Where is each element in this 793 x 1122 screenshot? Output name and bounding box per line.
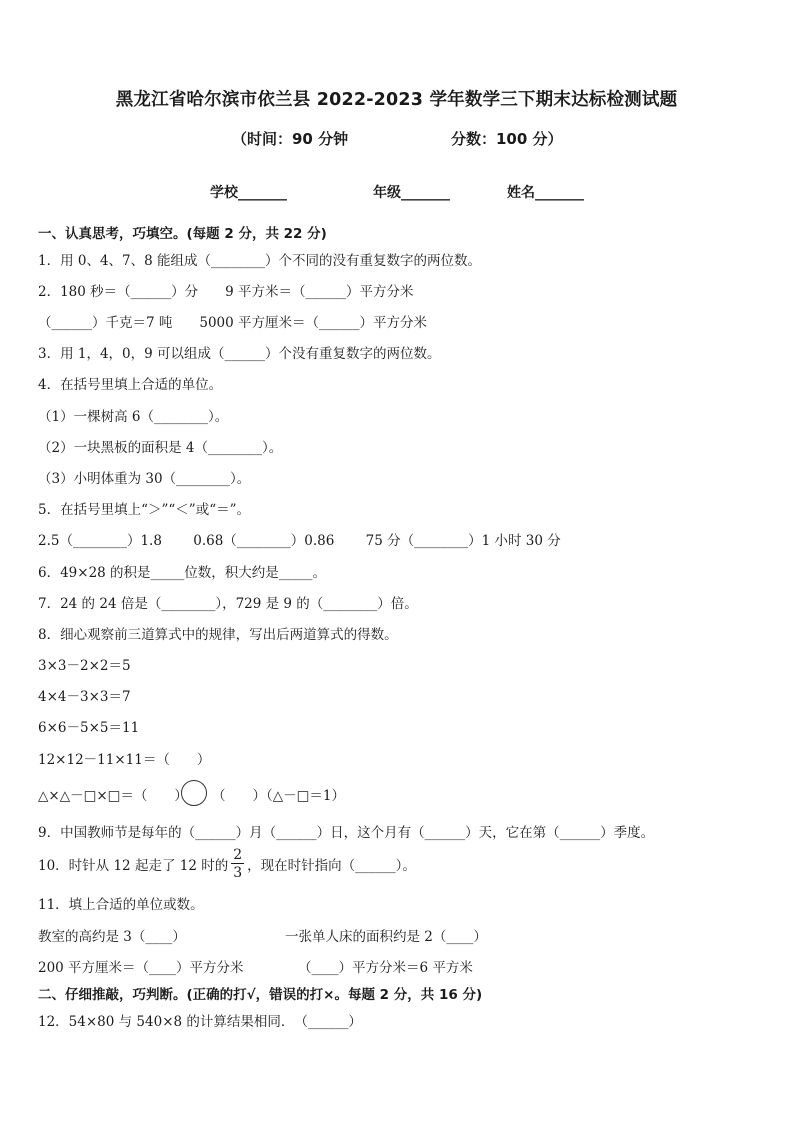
school-field: 学校_______ bbox=[210, 185, 287, 201]
question-2-line-2: （______）千克＝7 吨 5000 平方厘米＝（______）平方分米 bbox=[38, 315, 428, 331]
question-4-item-1: （1）一棵树高 6（________）。 bbox=[38, 409, 229, 425]
equation-4: 12×12－11×11＝（ ） bbox=[38, 752, 211, 768]
question-5: 5．在括号里填上“＞”“＜”或“＝”。 bbox=[38, 502, 250, 518]
question-12: 12．54×80 与 540×8 的计算结果相同． （______） bbox=[38, 1014, 362, 1030]
name-field: 姓名_______ bbox=[507, 185, 584, 201]
question-10 bbox=[38, 848, 416, 880]
equation-2: 4×4－3×3＝7 bbox=[38, 689, 131, 705]
question-11-item-4: （____）平方分米＝6 平方米 bbox=[298, 960, 473, 976]
exam-time: （时间：90 分钟 bbox=[232, 130, 349, 148]
section-2-heading: 二、仔细推敲，巧判断。(正确的打√，错误的打×。每题 2 分，共 16 分) bbox=[38, 987, 483, 1003]
question-11-item-3: 200 平方厘米＝（____）平方分米 bbox=[38, 960, 244, 976]
fraction-two-thirds bbox=[231, 848, 244, 880]
fraction-denominator: 3 bbox=[233, 865, 243, 881]
question-7: 7．24 的 24 倍是（________），729 是 9 的（________）倍。 bbox=[38, 596, 418, 612]
question-5-items: 2.5（________）1.8 0.68（________）0.86 75 分（________）1 小时 30 分 bbox=[38, 533, 561, 549]
equation-3: 6×6－5×5＝11 bbox=[38, 720, 140, 736]
question-4-item-3: （3）小明体重为 30（________）。 bbox=[38, 471, 251, 487]
exam-score: 分数：100 分） bbox=[451, 130, 563, 148]
question-4: 4．在括号里填上合适的单位。 bbox=[38, 377, 223, 393]
question-2: 2．180 秒＝（______）分 9 平方米＝（______）平方分米 bbox=[38, 284, 414, 300]
question-10-prefix: 10．时针从 12 起走了 12 时的 bbox=[38, 858, 229, 874]
question-9: 9．中国教师节是每年的（______）月（______）日，这个月有（______）天，它在第（______）季度。 bbox=[38, 825, 655, 841]
grade-field: 年级_______ bbox=[373, 185, 450, 201]
fraction-numerator: 2 bbox=[233, 847, 243, 863]
question-6: 6．49×28 的积是_____位数，积大约是_____。 bbox=[38, 565, 327, 581]
question-11-item-1: 教室的高约是 3（____） bbox=[38, 929, 186, 945]
question-1: 1．用 0、4、7、8 能组成（________）个不同的没有重复数字的两位数。 bbox=[38, 253, 482, 269]
equation-5: △×△－□×□＝（ ） bbox=[38, 788, 188, 804]
question-11: 11．填上合适的单位或数。 bbox=[38, 897, 204, 913]
equation-5-condition: （ ）（△－□＝1） bbox=[212, 788, 345, 804]
question-4-item-2: （2）一块黑板的面积是 4（________）。 bbox=[38, 440, 283, 456]
question-8: 8．细心观察前三道算式中的规律，写出后两道算式的得数。 bbox=[38, 627, 398, 643]
question-10-suffix: ，现在时针指向（______）。 bbox=[247, 858, 416, 874]
question-11-item-2: 一张单人床的面积约是 2（____） bbox=[285, 929, 487, 945]
equation-1: 3×3－2×2＝5 bbox=[38, 658, 131, 674]
section-1-heading: 一、认真思考，巧填空。(每题 2 分，共 22 分) bbox=[38, 226, 327, 242]
comparison-circle[interactable] bbox=[181, 780, 207, 806]
question-3: 3．用 1，4，0，9 可以组成（______）个没有重复数字的两位数。 bbox=[38, 346, 441, 362]
exam-title: 黑龙江省哈尔滨市依兰县 2022-2023 学年数学三下期末达标检测试题 bbox=[115, 90, 678, 110]
